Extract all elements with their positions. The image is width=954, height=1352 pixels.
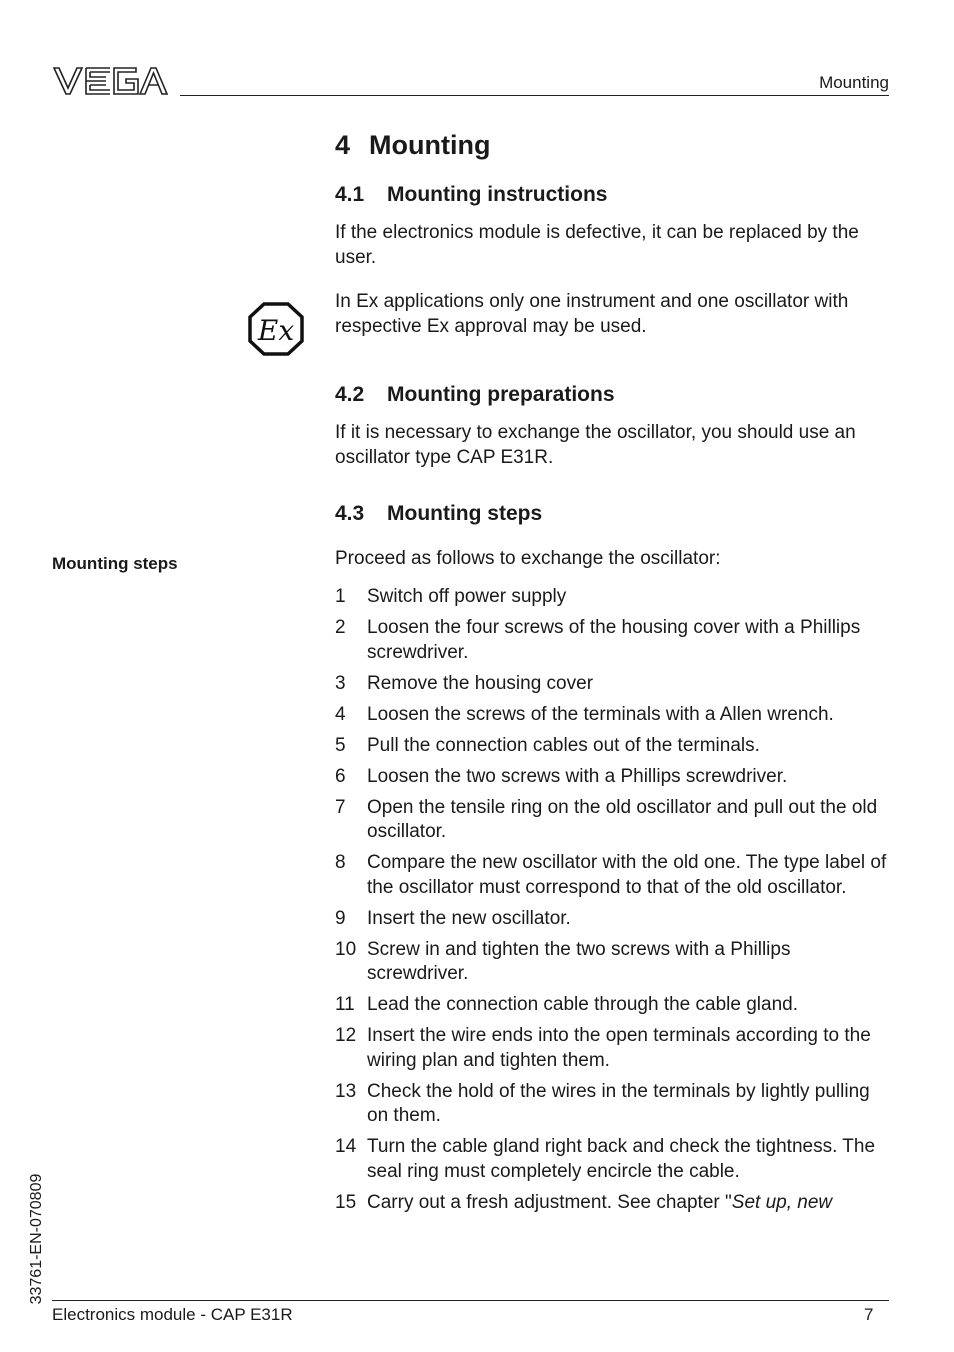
footer-title: Electronics module - CAP E31R [52,1305,293,1324]
step-item [335,703,889,728]
step-text: Remove the housing cover [367,672,594,694]
step-number: 7 [335,796,346,818]
step-item [335,1191,889,1216]
footer-rule [52,1300,889,1301]
paragraph-ex-note: In Ex applications only one instrument and one oscillator with respective Ex approval may be used. [335,291,849,337]
step-item [335,796,889,845]
step-text: Lead the connection cable through the cable gland. [367,994,798,1015]
margin-label-mounting-steps: Mounting steps [52,554,178,573]
step-text: Check the hold of the wires in the terminals by lightly pulling on them. [367,1080,870,1126]
step-item [335,672,889,697]
running-header: Mounting [819,73,889,92]
step-item [335,907,889,932]
ex-hazard-icon [248,302,304,356]
header-rule [180,95,889,96]
step-item [335,616,889,665]
section-heading-4-1: 4.1 Mounting instructions [335,183,608,206]
steps-intro: Proceed as follows to exchange the oscillator: [335,548,721,569]
step-text: Loosen the four screws of the housing cover with a Phillips screwdriver. [367,617,861,663]
step-number: 3 [335,672,346,694]
step-item [335,938,889,987]
paragraph: If the electronics module is defective, it can be replaced by the user. [335,222,859,268]
step-number: 11 [335,994,355,1015]
step-text: Turn the cable gland right back and check the tightness. The seal ring must completely encircle the cable. [367,1136,876,1182]
step-number: 14 [335,1136,357,1157]
main-content [335,130,889,1222]
step-number: 15 [335,1191,357,1213]
chapter-title: 4 Mounting [335,130,491,160]
step-text: Screw in and tighten the two screws with a Phillips screwdriver. [367,938,791,984]
step-number: 5 [335,734,346,756]
step-number: 4 [335,703,346,725]
step-number: 10 [335,938,357,960]
step-text-italic: Set up, new [731,1191,833,1213]
step-item [335,1135,889,1184]
step-text: Carry out a fresh adjustment. See chapter "Set up, new [367,1191,833,1213]
paragraph: If it is necessary to exchange the oscillator, you should use an oscillator type CAP E31R. [335,422,856,468]
step-number: 1 [335,586,346,607]
step-number: 13 [335,1080,357,1102]
step-item [335,851,889,900]
step-item [335,993,889,1018]
step-item [335,765,889,790]
page-number: 7 [864,1305,874,1324]
step-text: Pull the connection cables out of the terminals. [367,734,760,756]
steps-list [335,585,889,1215]
step-item [335,1080,889,1129]
step-item [335,734,889,759]
step-number: 2 [335,617,346,638]
step-text: Switch off power supply [367,586,567,607]
step-text: Insert the new oscillator. [367,907,571,929]
section-heading-4-3: 4.3 Mounting steps [335,502,543,525]
step-text: Compare the new oscillator with the old one. The type label of the oscillator must correspond to that of the old oscillator. [367,852,887,898]
step-item [335,585,889,610]
step-text: Loosen the screws of the terminals with a Allen wrench. [367,703,834,725]
svg-text:Ex: Ex [257,314,295,347]
step-text: Loosen the two screws with a Phillips screwdriver. [367,765,788,787]
step-number: 8 [335,852,346,873]
step-number: 12 [335,1025,357,1046]
step-text: Insert the wire ends into the open terminals according to the wiring plan and tighten them. [367,1025,871,1071]
step-number: 6 [335,765,346,787]
vega-logo [52,66,168,96]
step-number: 9 [335,907,346,929]
step-text: Open the tensile ring on the old oscillator and pull out the old oscillator. [367,796,878,842]
step-item [335,1024,889,1073]
document-id: 33761-EN-070809 [28,1173,45,1305]
section-heading-4-2: 4.2 Mounting preparations [335,383,615,406]
